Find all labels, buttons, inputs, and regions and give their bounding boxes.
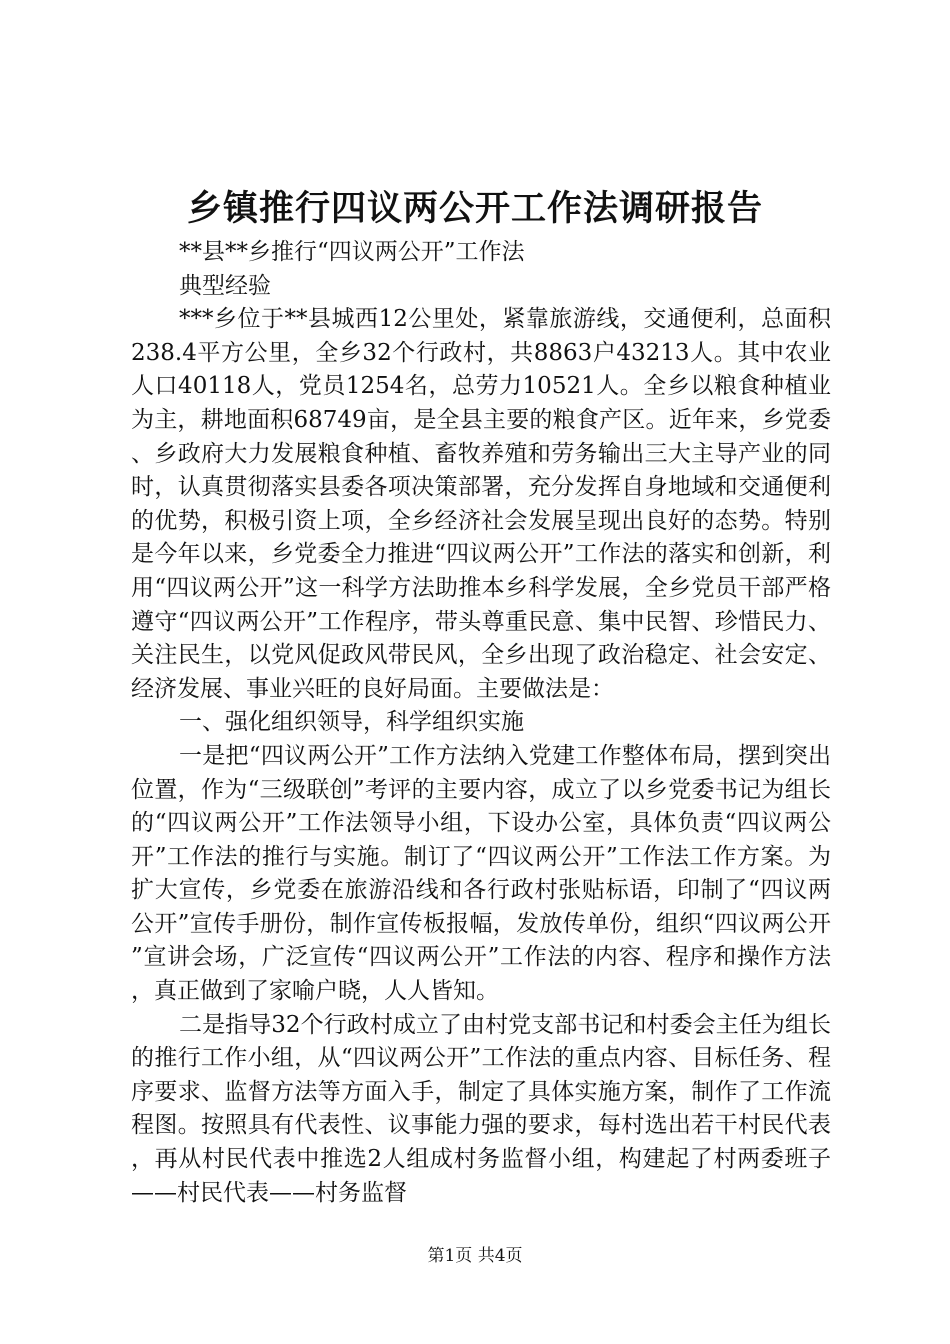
body-paragraph: ***乡位于**县城西12公里处，紧靠旅游线，交通便利，总面积238.4平方公里，全乡32个行政村，共8863户43213人。其中农业人口40118人，党员1254名，总劳力10521人。全乡以粮食种植业为主，耕地面积68749亩，是全县主要的粮食产区。近年来，乡党委、乡政府大力发展粮食种植、畜牧养殖和劳务输出三大主导产业的同时，认真贯彻落实县委各项决策部署，充分发挥自身地域和交通便利的优势，积极引资上项，全乡经济社会发展呈现出良好的态势。特别是今年以来，乡党委全力推进“四议两公开”工作法的落实和创新，利用“四议两公开”这一科学方法助推本乡科学发展，全乡党员干部严格遵守“四议两公开”工作程序，带头尊重民意、集中民智、珍惜民力、关注民生，以党风促政风带民风，全乡出现了政治稳定、社会安定、经济发展、事业兴旺的良好局面。主要做法是： bbox=[131, 306, 831, 702]
subtitle-line: **县**乡推行“四议两公开”工作法 bbox=[179, 239, 525, 265]
subtitle-line: 典型经验 bbox=[179, 272, 271, 299]
body-paragraph: 一是把“四议两公开”工作方法纳入党建工作整体布局，摆到突出位置，作为“三级联创”考评的主要内容，成立了以乡党委书记为组长的“四议两公开”工作法领导小组，下设办公室，具体负责“四议两公开”工作法的推行与实施。制订了“四议两公开”工作法工作方案。为扩大宣传，乡党委在旅游沿线和各行政村张贴标语，印制了“四议两公开”宣传手册份，制作宣传板报幅，发放传单份，组织“四议两公开”宣讲会场，广泛宣传“四议两公开”工作法的内容、程序和操作方法，真正做到了家喻户晓，人人皆知。 bbox=[131, 742, 831, 1005]
section-heading: 一、强化组织领导，科学组织实施 bbox=[179, 709, 524, 736]
document-title: 乡镇推行四议两公开工作法调研报告 bbox=[186, 188, 763, 229]
page-footer: 第1页 共4页 bbox=[427, 1246, 523, 1266]
body-paragraph: 二是指导32个行政村成立了由村党支部书记和村委会主任为组长的推行工作小组，从“四议两公开”工作法的重点内容、目标任务、程序要求、监督方法等方面入手，制定了具体实施方案，制作了工作流程图。按照具有代表性、议事能力强的要求，每村选出若干村民代表，再从村民代表中推选2人组成村务监督小组，构建起了村两委班子——村民代表——村务监督 bbox=[131, 1011, 831, 1206]
document-body bbox=[131, 236, 831, 1210]
